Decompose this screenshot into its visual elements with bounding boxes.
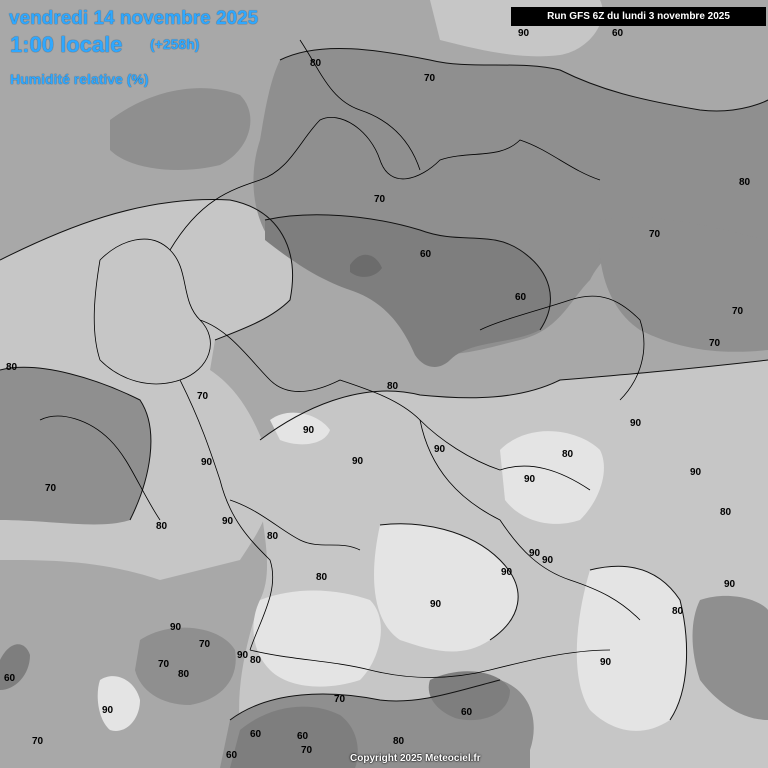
contour-label: 70 xyxy=(424,73,436,84)
contour-label: 60 xyxy=(420,249,432,260)
contour-label: 80 xyxy=(316,572,328,583)
band-100-south xyxy=(253,591,380,687)
contour-label: 90 xyxy=(434,444,446,455)
contour-label: 80 xyxy=(387,381,399,392)
contour-label: 80 xyxy=(250,655,262,666)
contour-label: 80 xyxy=(156,521,168,532)
contour-label: 80 xyxy=(739,177,751,188)
band-100-southeast xyxy=(577,566,687,731)
contour-label: 80 xyxy=(562,449,574,460)
contour-label: 70 xyxy=(334,694,346,705)
contour-label: 90 xyxy=(724,579,736,590)
contour-label: 70 xyxy=(709,338,721,349)
contour-label: 90 xyxy=(542,555,554,566)
contour-label: 60 xyxy=(612,28,624,39)
contour-label: 90 xyxy=(430,599,442,610)
run-info-banner: Run GFS 6Z du lundi 3 novembre 2025 xyxy=(511,7,766,26)
band-100-east xyxy=(500,431,604,524)
contour-label: 70 xyxy=(374,194,386,205)
contour-label: 70 xyxy=(32,736,44,747)
contour-label: 60 xyxy=(4,673,16,684)
contour-label: 60 xyxy=(515,292,527,303)
contour-label: 70 xyxy=(197,391,209,402)
contour-label: 70 xyxy=(649,229,661,240)
contour-label: 90 xyxy=(630,418,642,429)
contour-label: 70 xyxy=(301,745,313,756)
contour-label: 60 xyxy=(461,707,473,718)
contour-label: 90 xyxy=(600,657,612,668)
contour-label: 80 xyxy=(720,507,732,518)
contour-label: 60 xyxy=(250,729,262,740)
copyright-notice: Copyright 2025 Meteociel.fr xyxy=(350,753,481,764)
contour-label: 80 xyxy=(6,362,18,373)
contour-label: 80 xyxy=(672,606,684,617)
contour-label: 90 xyxy=(518,28,530,39)
contour-label: 90 xyxy=(170,622,182,633)
contour-label: 70 xyxy=(732,306,744,317)
forecast-local-time: 1:00 locale xyxy=(10,32,123,57)
contour-label: 80 xyxy=(310,58,322,69)
contour-label: 90 xyxy=(303,425,315,436)
contour-label: 90 xyxy=(501,567,513,578)
forecast-lead-time: (+258h) xyxy=(150,36,200,52)
contour-label: 80 xyxy=(178,669,190,680)
contour-label: 60 xyxy=(226,750,238,761)
contour-label: 90 xyxy=(529,548,541,559)
contour-label: 80 xyxy=(393,736,405,747)
contour-label: 90 xyxy=(352,456,364,467)
contour-label: 90 xyxy=(237,650,249,661)
contour-label: 90 xyxy=(690,467,702,478)
contour-label: 70 xyxy=(45,483,57,494)
contour-label: 90 xyxy=(102,705,114,716)
contour-label: 90 xyxy=(222,516,234,527)
parameter-label: Humidité relative (%) xyxy=(10,71,149,87)
contour-label: 70 xyxy=(158,659,170,670)
forecast-date: vendredi 14 novembre 2025 xyxy=(9,8,259,29)
contour-label: 70 xyxy=(199,639,211,650)
contour-label: 60 xyxy=(297,731,309,742)
contour-label: 90 xyxy=(201,457,213,468)
contour-label: 80 xyxy=(267,531,279,542)
contour-label: 90 xyxy=(524,474,536,485)
